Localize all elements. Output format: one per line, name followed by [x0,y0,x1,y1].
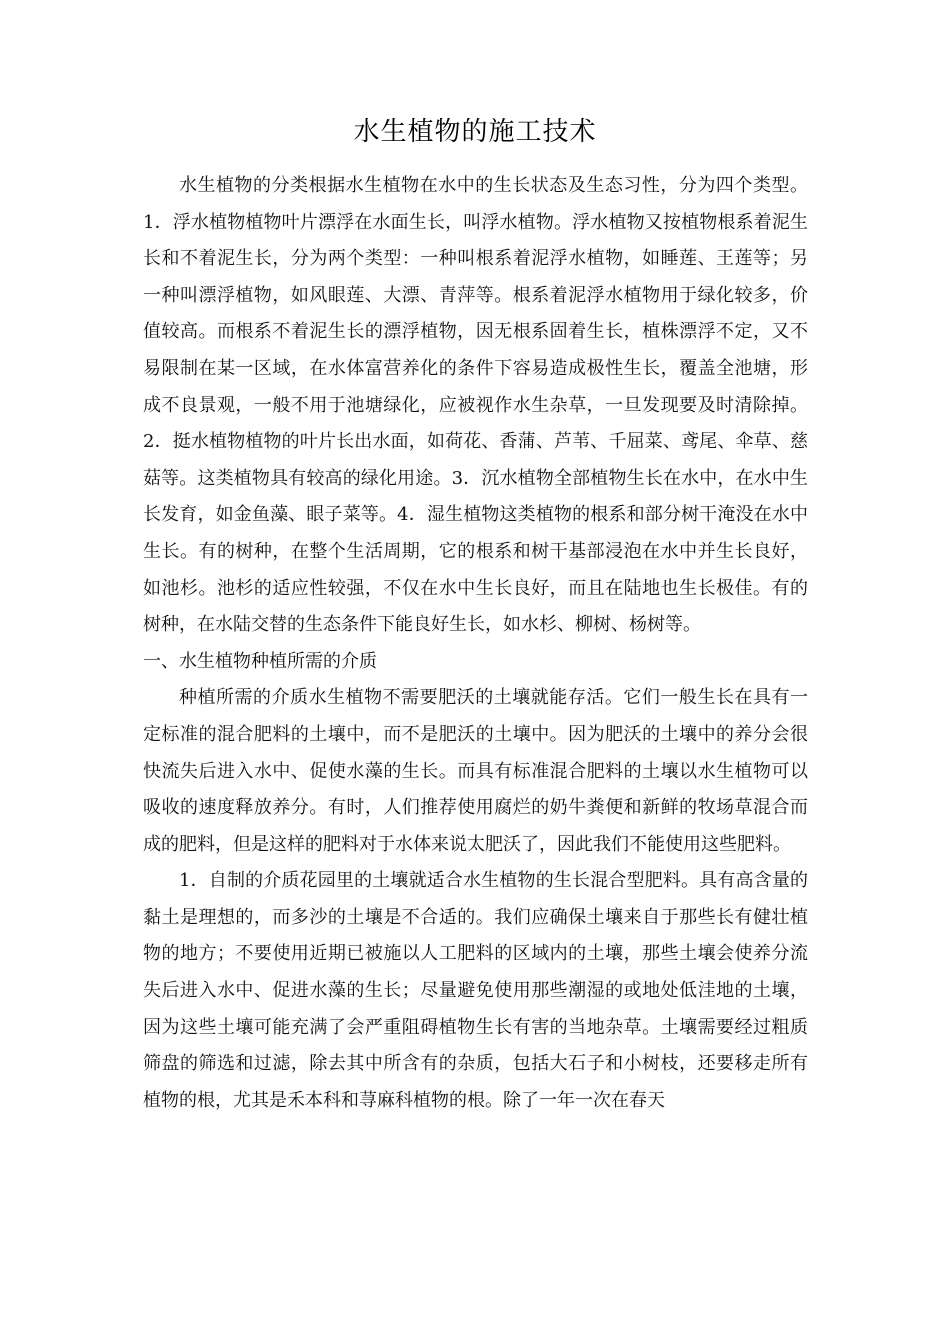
document-title: 水生植物的施工技术 [353,117,597,147]
paragraph-medium: 种植所需的介质水生植物不需要肥沃的土壤就能存活。它们一般生长在具有一定标准的混合肥料的土壤中，而不是肥沃的土壤中。因为肥沃的土壤中的养分会很快流失后进入水中、促使水藻的生长。而具有标准混合肥料的土壤以水生植物可以吸收的速度释放养分。有时，人们推荐使用腐烂的奶牛粪便和新鲜的牧场草混合而成的肥料，但是这样的肥料对于水体来说太肥沃了，因此我们不能使用这些肥料。 [143,687,808,855]
section-heading: 一、水生植物种植所需的介质 [143,650,377,672]
paragraph-classification: 水生植物的分类根据水生植物在水中的生长状态及生态习性，分为四个类型。1．浮水植物植物叶片漂浮在水面生长，叫浮水植物。浮水植物又按植物根系着泥生长和不着泥生长，分为两个类型：一种叫根系着泥浮水植物，如睡莲、王莲等；另一种叫漂浮植物，如风眼莲、大漂、青萍等。根系着泥浮水植物用于绿化较多，价值较高。而根系不着泥生长的漂浮植物，因无根系固着生长，植株漂浮不定，又不易限制在某一区域，在水体富营养化的条件下容易造成极性生长，覆盖全池塘，形成不良景观，一般不用于池塘绿化，应被视作水生杂草，一旦发现要及时清除掉。2．挺水植物植物的叶片长出水面，如荷花、香蒲、芦苇、千屈菜、鸢尾、伞草、慈菇等。这类植物具有较高的绿化用途。3．沉水植物全部植物生长在水中，在水中生长发育，如金鱼藻、眼子菜等。4．湿生植物这类植物的根系和部分树干淹没在水中生长。有的树种，在整个生活周期，它的根系和树干基部浸泡在水中并生长良好，如池杉。池杉的适应性较强，不仅在水中生长良好，而且在陆地也生长极佳。有的树种，在水陆交替的生态条件下能良好生长，如水杉、柳树、杨树等。 [143,175,808,636]
document-body [143,168,808,1119]
paragraph-homemade-medium: 1．自制的介质花园里的土壤就适合水生植物的生长混合型肥料。具有高含量的黏土是理想的，而多沙的土壤是不合适的。我们应确保土壤来自于那些长有健壮植物的地方；不要使用近期已被施以人工肥料的区域内的土壤，那些土壤会使养分流失后进入水中、促进水藻的生长；尽量避免使用那些潮湿的或地处低洼地的土壤，因为这些土壤可能充满了会严重阻碍植物生长有害的当地杂草。土壤需要经过粗质筛盘的筛选和过滤，除去其中所含有的杂质，包括大石子和小树枝，还要移走所有植物的根，尤其是禾本科和荨麻科植物的根。除了一年一次在春天 [143,870,808,1111]
